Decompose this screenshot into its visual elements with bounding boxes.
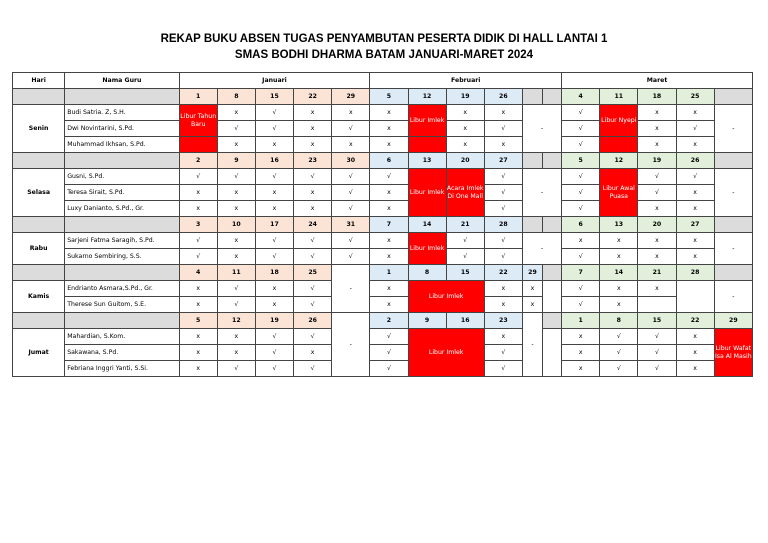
present-mark: √ xyxy=(446,249,484,265)
report-title-line-2: SMAS BODHI DHARMA BATAM JANUARI-MARET 2024 xyxy=(234,49,534,61)
teacher-name: Luxy Danianto, S.Pd., Gr. xyxy=(65,201,179,217)
present-mark: √ xyxy=(217,121,255,137)
present-mark: √ xyxy=(294,361,332,377)
absent-mark: x xyxy=(370,137,408,153)
present-mark: √ xyxy=(562,185,600,201)
date-cell: 1 xyxy=(370,265,408,281)
date-cell: 7 xyxy=(562,265,600,281)
present-mark: √ xyxy=(370,169,408,185)
date-cell: 5 xyxy=(179,313,217,329)
table-row xyxy=(13,233,753,249)
teacher-name: Dwi Novintarini, S.Pd. xyxy=(65,121,179,137)
absent-mark: x xyxy=(332,105,370,121)
table-cell: - xyxy=(332,265,370,313)
date-cell: 13 xyxy=(600,217,638,233)
absent-mark: x xyxy=(332,137,370,153)
date-cell: 11 xyxy=(217,265,255,281)
day-label: Selasa xyxy=(13,169,65,217)
date-cell: 19 xyxy=(255,313,293,329)
teacher-name: Teresa Sirait, S.Pd. xyxy=(65,185,179,201)
absent-mark: x xyxy=(255,281,293,297)
absent-mark: x xyxy=(638,249,676,265)
date-cell: 25 xyxy=(676,89,714,105)
report-title-line-1: REKAP BUKU ABSEN TUGAS PENYAMBUTAN PESERTA DIDIK DI HALL LANTAI 1 xyxy=(160,33,608,45)
absent-mark: x xyxy=(446,137,484,153)
absent-mark: x xyxy=(600,281,638,297)
absent-mark: x xyxy=(255,201,293,217)
present-mark: √ xyxy=(294,249,332,265)
absent-mark: x xyxy=(217,249,255,265)
day-label: Senin xyxy=(13,105,65,153)
day-label: Rabu xyxy=(13,233,65,265)
holiday-cell: Libur Imlek xyxy=(408,169,446,217)
present-mark: √ xyxy=(676,169,714,185)
separator-cell xyxy=(522,89,542,105)
absent-mark: x xyxy=(294,105,332,121)
holiday-cell xyxy=(408,137,446,153)
date-cell: 22 xyxy=(294,89,332,105)
teacher-name: Febriana Inggri Yanti, S.Si. xyxy=(65,361,179,377)
absent-mark: x xyxy=(600,297,638,313)
absent-mark: x xyxy=(370,249,408,265)
separator-cell xyxy=(714,153,752,169)
table-row xyxy=(13,153,753,169)
present-mark: √ xyxy=(255,329,293,345)
present-mark: √ xyxy=(332,121,370,137)
absent-mark: x xyxy=(638,233,676,249)
date-cell: 11 xyxy=(600,89,638,105)
present-mark: √ xyxy=(332,233,370,249)
present-mark: √ xyxy=(370,345,408,361)
absent-mark: x xyxy=(370,185,408,201)
teacher-name: Therese Sun Guitom, S.E. xyxy=(65,297,179,313)
date-cell: 17 xyxy=(255,217,293,233)
date-cell: 26 xyxy=(484,89,522,105)
table-cell xyxy=(543,281,562,313)
date-cell: 16 xyxy=(446,313,484,329)
present-mark: √ xyxy=(217,169,255,185)
teacher-name: Gusni, S.Pd. xyxy=(65,169,179,185)
day-label: Kamis xyxy=(13,281,65,313)
absent-mark: x xyxy=(484,137,522,153)
present-mark: √ xyxy=(255,105,293,121)
absent-mark: x xyxy=(255,137,293,153)
present-mark: √ xyxy=(179,249,217,265)
present-mark: √ xyxy=(600,329,638,345)
table-cell: - xyxy=(522,233,561,265)
absent-mark: x xyxy=(676,345,714,361)
absent-mark: x xyxy=(638,121,676,137)
present-mark: √ xyxy=(562,137,600,153)
date-cell: 20 xyxy=(446,153,484,169)
absent-mark: x xyxy=(294,201,332,217)
teacher-name: Sakawana, S.Pd. xyxy=(65,345,179,361)
separator-cell xyxy=(543,89,562,105)
date-cell: 26 xyxy=(676,153,714,169)
date-cell: 22 xyxy=(676,313,714,329)
present-mark: √ xyxy=(332,201,370,217)
date-cell: 22 xyxy=(484,265,522,281)
absent-mark: x xyxy=(600,249,638,265)
nama-guru-header: Nama Guru xyxy=(65,73,179,89)
separator-cell xyxy=(543,265,562,281)
absent-mark: x xyxy=(638,105,676,121)
table-row xyxy=(13,345,753,361)
present-mark: √ xyxy=(294,329,332,345)
teacher-name: Muhammad Ikhsan, S.Pd. xyxy=(65,137,179,153)
present-mark: √ xyxy=(294,169,332,185)
present-mark: √ xyxy=(294,233,332,249)
teacher-name: Budi Satria. Z, S.H. xyxy=(65,105,179,121)
table-cell: - xyxy=(522,313,542,377)
date-cell: 15 xyxy=(638,313,676,329)
absent-mark: x xyxy=(217,185,255,201)
separator-cell xyxy=(543,313,562,329)
absent-mark: x xyxy=(179,329,217,345)
date-cell: 6 xyxy=(562,217,600,233)
absent-mark: x xyxy=(522,281,542,297)
present-mark: √ xyxy=(562,297,600,313)
maret-header: Maret xyxy=(562,73,753,89)
absent-mark: x xyxy=(294,137,332,153)
table-row xyxy=(13,217,753,233)
present-mark: √ xyxy=(638,345,676,361)
present-mark: √ xyxy=(562,121,600,137)
present-mark: √ xyxy=(600,345,638,361)
absent-mark: x xyxy=(676,201,714,217)
table-cell: - xyxy=(714,233,752,265)
present-mark: √ xyxy=(484,185,522,201)
absent-mark: x xyxy=(294,121,332,137)
absent-mark: x xyxy=(600,233,638,249)
table-row xyxy=(13,281,753,297)
absent-mark: x xyxy=(562,345,600,361)
hari-header: Hari xyxy=(13,73,65,89)
table-cell: - xyxy=(522,105,561,153)
holiday-cell: Libur Tahun Baru xyxy=(179,105,217,137)
absent-mark: x xyxy=(255,185,293,201)
date-cell: 5 xyxy=(370,89,408,105)
holiday-cell: Libur Nyepi xyxy=(600,105,638,137)
separator-cell xyxy=(65,153,179,169)
date-cell: 15 xyxy=(255,89,293,105)
absent-mark: x xyxy=(217,329,255,345)
present-mark: √ xyxy=(332,185,370,201)
holiday-cell: Libur Imlek xyxy=(408,105,446,137)
date-cell: 6 xyxy=(370,153,408,169)
date-cell: 27 xyxy=(484,153,522,169)
date-cell: 12 xyxy=(600,153,638,169)
table-row xyxy=(13,297,753,313)
separator-cell xyxy=(65,313,179,329)
present-mark: √ xyxy=(332,249,370,265)
absent-mark: x xyxy=(446,121,484,137)
absent-mark: x xyxy=(484,281,522,297)
table-cell xyxy=(543,329,562,377)
date-cell: 14 xyxy=(600,265,638,281)
table-row xyxy=(13,89,753,105)
present-mark: √ xyxy=(676,121,714,137)
absent-mark: x xyxy=(294,345,332,361)
date-cell: 29 xyxy=(332,89,370,105)
holiday-cell: Libur Awal Puasa xyxy=(600,169,638,217)
date-cell: 28 xyxy=(484,217,522,233)
separator-cell xyxy=(65,265,179,281)
date-cell: 23 xyxy=(294,153,332,169)
holiday-cell: Libur Imlek xyxy=(408,329,484,377)
present-mark: √ xyxy=(562,249,600,265)
table-cell: - xyxy=(714,281,752,313)
februari-header: Februari xyxy=(370,73,562,89)
present-mark: √ xyxy=(600,361,638,377)
holiday-cell: Libur Imlek xyxy=(408,281,484,313)
present-mark: √ xyxy=(217,361,255,377)
present-mark: √ xyxy=(638,361,676,377)
absent-mark: x xyxy=(370,201,408,217)
absent-mark: x xyxy=(217,105,255,121)
present-mark: √ xyxy=(484,121,522,137)
present-mark: √ xyxy=(484,201,522,217)
date-cell: 20 xyxy=(638,217,676,233)
present-mark: √ xyxy=(562,281,600,297)
separator-cell xyxy=(65,217,179,233)
teacher-name: Endrianto Asmara,S.Pd., Gr. xyxy=(65,281,179,297)
date-cell: 28 xyxy=(676,265,714,281)
date-cell: 9 xyxy=(408,313,446,329)
table-cell: - xyxy=(714,169,752,217)
absent-mark: x xyxy=(217,345,255,361)
present-mark: √ xyxy=(332,169,370,185)
table-row xyxy=(13,137,753,153)
separator-cell xyxy=(13,153,65,169)
date-cell: 10 xyxy=(217,217,255,233)
separator-cell xyxy=(522,217,542,233)
absent-mark: x xyxy=(562,329,600,345)
absent-mark: x xyxy=(446,105,484,121)
date-cell: 4 xyxy=(179,265,217,281)
date-cell: 5 xyxy=(562,153,600,169)
present-mark: √ xyxy=(484,361,522,377)
present-mark: √ xyxy=(179,169,217,185)
date-cell: 7 xyxy=(370,217,408,233)
table-row xyxy=(13,169,753,185)
present-mark: √ xyxy=(255,169,293,185)
absent-mark: x xyxy=(179,185,217,201)
absent-mark: x xyxy=(370,121,408,137)
present-mark: √ xyxy=(255,121,293,137)
absent-mark: x xyxy=(676,105,714,121)
absent-mark: x xyxy=(676,137,714,153)
present-mark: √ xyxy=(217,281,255,297)
absent-mark: x xyxy=(676,233,714,249)
separator-cell xyxy=(13,313,65,329)
absent-mark: x xyxy=(179,281,217,297)
present-mark: √ xyxy=(370,329,408,345)
date-cell: 1 xyxy=(179,89,217,105)
date-cell: 12 xyxy=(408,89,446,105)
absent-mark: x xyxy=(522,297,542,313)
day-label: Jumat xyxy=(13,329,65,377)
teacher-name: Sarjeni Fatma Saragih, S.Pd. xyxy=(65,233,179,249)
present-mark: √ xyxy=(255,345,293,361)
absent-mark: x xyxy=(370,105,408,121)
date-cell: 2 xyxy=(179,153,217,169)
separator-cell xyxy=(714,217,752,233)
table-row xyxy=(13,265,753,281)
absent-mark: x xyxy=(179,297,217,313)
absent-mark: x xyxy=(370,281,408,297)
table-cell xyxy=(676,281,714,313)
date-cell: 16 xyxy=(255,153,293,169)
separator-cell xyxy=(714,265,752,281)
present-mark: √ xyxy=(484,345,522,361)
date-cell: 31 xyxy=(332,217,370,233)
absent-mark: x xyxy=(562,361,600,377)
present-mark: √ xyxy=(294,281,332,297)
present-mark: √ xyxy=(562,201,600,217)
absent-mark: x xyxy=(562,233,600,249)
absent-mark: x xyxy=(676,329,714,345)
absent-mark: x xyxy=(484,105,522,121)
present-mark: √ xyxy=(255,361,293,377)
date-cell: 8 xyxy=(217,89,255,105)
absent-mark: x xyxy=(179,345,217,361)
date-cell: 13 xyxy=(408,153,446,169)
date-cell: 1 xyxy=(562,313,600,329)
present-mark: √ xyxy=(484,249,522,265)
present-mark: √ xyxy=(562,169,600,185)
date-cell: 23 xyxy=(484,313,522,329)
present-mark: √ xyxy=(255,249,293,265)
table-row xyxy=(13,313,753,329)
absent-mark: x xyxy=(484,329,522,345)
separator-cell xyxy=(65,89,179,105)
teacher-name: Sukarno Sembiring, S.S. xyxy=(65,249,179,265)
present-mark: √ xyxy=(370,361,408,377)
date-cell: 18 xyxy=(255,265,293,281)
separator-cell xyxy=(543,217,562,233)
present-mark: √ xyxy=(484,233,522,249)
absent-mark: x xyxy=(179,201,217,217)
table-row xyxy=(13,249,753,265)
present-mark: √ xyxy=(294,297,332,313)
absent-mark: x xyxy=(676,361,714,377)
date-cell: 29 xyxy=(522,265,542,281)
absent-mark: x xyxy=(638,137,676,153)
holiday-cell xyxy=(179,137,217,153)
date-cell: 29 xyxy=(714,313,752,329)
date-cell: 19 xyxy=(638,153,676,169)
table-cell: - xyxy=(332,313,370,377)
separator-cell xyxy=(714,89,752,105)
absent-mark: x xyxy=(484,297,522,313)
separator-cell xyxy=(13,89,65,105)
separator-cell xyxy=(13,265,65,281)
present-mark: √ xyxy=(255,233,293,249)
table-row xyxy=(13,121,753,137)
table-row xyxy=(13,185,753,201)
table-row xyxy=(13,201,753,217)
absent-mark: x xyxy=(676,249,714,265)
absent-mark: x xyxy=(370,233,408,249)
date-cell: 4 xyxy=(562,89,600,105)
date-cell: 21 xyxy=(638,265,676,281)
holiday-cell: Libur Imlek xyxy=(408,233,446,265)
date-cell: 15 xyxy=(446,265,484,281)
date-cell: 9 xyxy=(217,153,255,169)
attendance-body xyxy=(13,89,753,377)
date-cell: 27 xyxy=(676,217,714,233)
holiday-cell: Libur Wafat Isa Al Masih xyxy=(714,329,752,377)
present-mark: √ xyxy=(638,169,676,185)
separator-cell xyxy=(543,153,562,169)
table-row xyxy=(13,361,753,377)
present-mark: √ xyxy=(446,233,484,249)
table-cell: - xyxy=(522,169,561,217)
present-mark: √ xyxy=(638,329,676,345)
separator-cell xyxy=(522,153,542,169)
date-cell: 30 xyxy=(332,153,370,169)
date-cell: 8 xyxy=(600,313,638,329)
absent-mark: x xyxy=(255,297,293,313)
teacher-name: Mahardian, S.Kom. xyxy=(65,329,179,345)
table-row xyxy=(13,105,753,121)
date-cell: 2 xyxy=(370,313,408,329)
date-cell: 26 xyxy=(294,313,332,329)
holiday-cell xyxy=(600,137,638,153)
present-mark: √ xyxy=(217,297,255,313)
table-row xyxy=(13,329,753,345)
date-cell: 8 xyxy=(408,265,446,281)
date-cell: 18 xyxy=(638,89,676,105)
absent-mark: x xyxy=(217,137,255,153)
januari-header: Januari xyxy=(179,73,370,89)
present-mark: √ xyxy=(638,185,676,201)
absent-mark: x xyxy=(217,233,255,249)
present-mark: √ xyxy=(484,169,522,185)
present-mark: √ xyxy=(562,105,600,121)
absent-mark: x xyxy=(217,201,255,217)
date-cell: 19 xyxy=(446,89,484,105)
date-cell: 14 xyxy=(408,217,446,233)
absent-mark: x xyxy=(294,185,332,201)
table-cell: - xyxy=(714,105,752,153)
date-cell: 24 xyxy=(294,217,332,233)
attendance-table xyxy=(12,72,753,377)
absent-mark: x xyxy=(638,281,676,297)
absent-mark: x xyxy=(179,361,217,377)
date-cell: 25 xyxy=(294,265,332,281)
present-mark: √ xyxy=(179,233,217,249)
absent-mark: x xyxy=(638,201,676,217)
separator-cell xyxy=(13,217,65,233)
absent-mark: x xyxy=(676,185,714,201)
date-cell: 12 xyxy=(217,313,255,329)
date-cell: 3 xyxy=(179,217,217,233)
holiday-cell: Acara Imlek Di One Mall xyxy=(446,169,484,217)
date-cell: 21 xyxy=(446,217,484,233)
absent-mark: x xyxy=(370,297,408,313)
